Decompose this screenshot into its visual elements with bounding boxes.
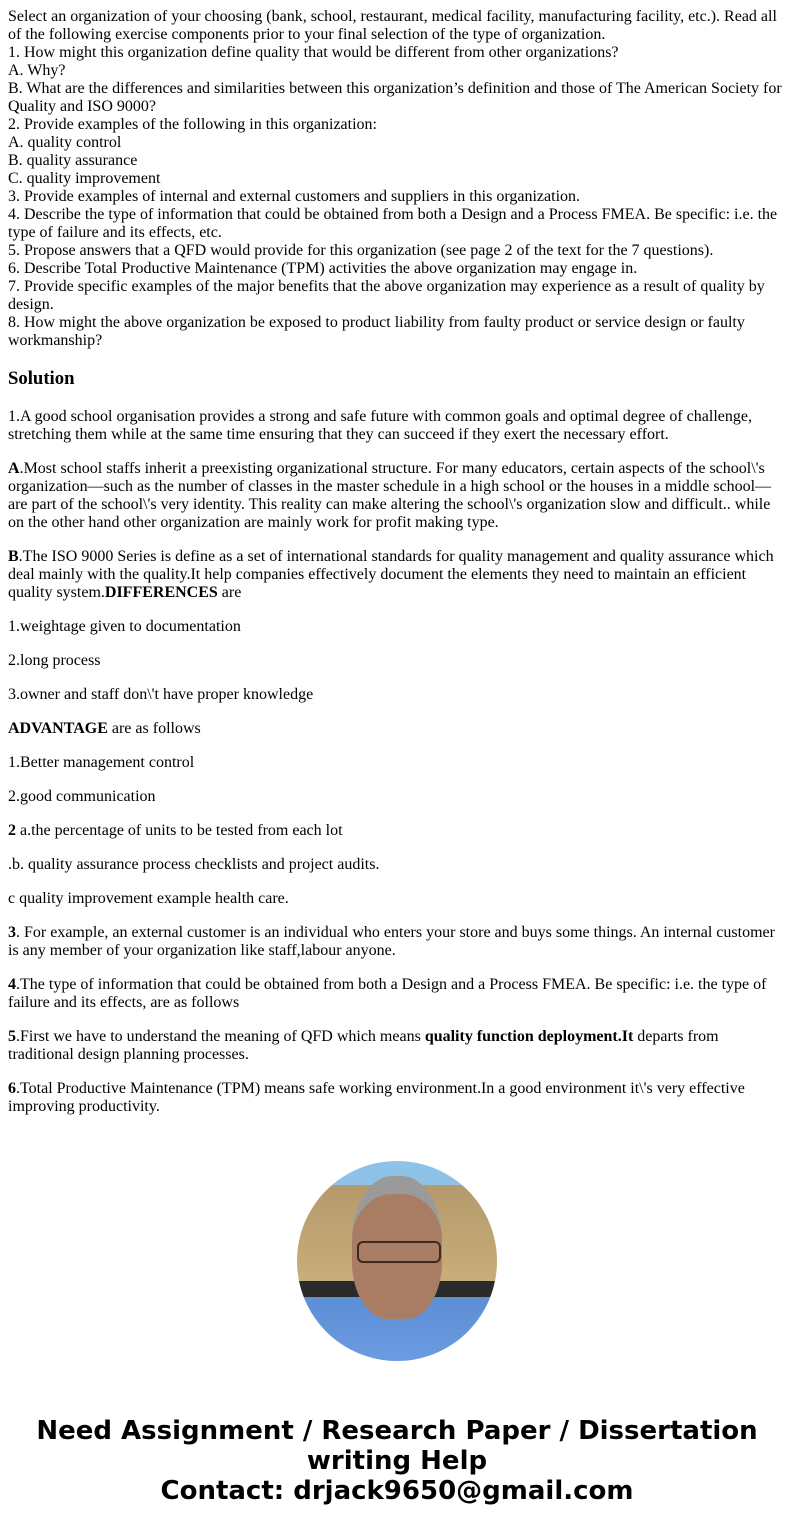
solution-paragraph [8, 1028, 786, 1064]
solution-paragraph [8, 754, 786, 772]
text-run: .The ISO 9000 Series is define as a set of international standards for quality management and quality assurance which deal mainly with the quality.It help companies effectively document the elements they need to maintain an efficient quality system. [8, 548, 774, 601]
text-run: a.the percentage of units to be tested from each lot [16, 822, 343, 839]
text-run: .First we have to understand the meaning of QFD which means [16, 1028, 425, 1045]
solution-paragraph [8, 686, 786, 704]
question-line: A. Why? [8, 62, 66, 79]
text-run: .The type of information that could be obtained from both a Design and a Process FMEA. Be specific: i.e. the type of failure and its effects, are as follows [8, 976, 767, 1011]
text-run: departs from traditional design planning processes. [8, 1028, 719, 1063]
bold-text: quality function deployment.It [424, 1028, 634, 1045]
bold-text: ADVANTAGE [8, 720, 108, 737]
solution-paragraph [8, 618, 786, 636]
bold-text: 2 [8, 822, 16, 839]
question-line: 3. Provide examples of internal and external customers and suppliers in this organization. [8, 188, 581, 205]
text-run: 1.weightage given to documentation [8, 618, 241, 635]
question-line: B. quality assurance [8, 152, 138, 169]
bold-text: 5 [8, 1028, 16, 1045]
question-line: 4. Describe the type of information that could be obtained from both a Design and a Process FMEA. Be specific: i.e. the type of failure and its effects, etc. [8, 206, 778, 241]
bold-text: A [8, 460, 20, 477]
solution-paragraph [8, 924, 786, 960]
question-line: 5. Propose answers that a QFD would provide for this organization (see page 2 of the text for the 7 questions). [8, 242, 714, 259]
question-line: B. What are the differences and similarities between this organization’s definition and those of The American Society for Quality and ISO 9000? [8, 80, 782, 115]
solution-body [8, 408, 786, 1116]
text-run: .b. quality assurance process checklists and project audits. [8, 856, 380, 873]
text-run: 2.good communication [8, 788, 156, 805]
solution-paragraph [8, 856, 786, 874]
solution-paragraph [8, 720, 786, 738]
text-run: are as follows [107, 720, 201, 737]
contact-banner [8, 1416, 786, 1506]
bold-text: B [8, 548, 19, 565]
glasses-shape [357, 1241, 441, 1263]
solution-paragraph [8, 548, 786, 602]
question-block [8, 8, 786, 350]
question-line: 2. Provide examples of the following in this organization: [8, 116, 377, 133]
text-run: .Total Productive Maintenance (TPM) means safe working environment.In a good environment it\'s very effective improving productivity. [8, 1080, 745, 1115]
text-run: 3.owner and staff don\'t have proper knowledge [8, 686, 314, 703]
question-line: 8. How might the above organization be exposed to product liability from faulty product or service design or faulty workmanship? [8, 314, 745, 349]
solution-paragraph [8, 976, 786, 1012]
question-line: C. quality improvement [8, 170, 161, 187]
author-photo [297, 1161, 497, 1361]
solution-paragraph [8, 890, 786, 908]
text-run: are [217, 584, 242, 601]
text-run: . For example, an external customer is an individual who enters your store and buys some things. An internal customer is any member of your organization like staff,labour anyone. [8, 924, 775, 959]
text-run: 1.Better management control [8, 754, 195, 771]
text-run: 2.long process [8, 652, 101, 669]
solution-paragraph [8, 822, 786, 840]
solution-paragraph [8, 788, 786, 806]
solution-paragraph [8, 1080, 786, 1116]
bold-text: 4 [8, 976, 16, 993]
author-photo-container [8, 1161, 786, 1366]
bold-text: 6 [8, 1080, 16, 1097]
question-line: 7. Provide specific examples of the major benefits that the above organization may experience as a result of quality by design. [8, 278, 765, 313]
solution-paragraph [8, 460, 786, 532]
text-run: 1.A good school organisation provides a strong and safe future with common goals and optimal degree of challenge, stretching them while at the same time ensuring that they can succeed if they exert the necessary effort. [8, 408, 752, 443]
text-run: .Most school staffs inherit a preexisting organizational structure. For many educators, certain aspects of the school\'s organization—such as the number of classes in the master schedule in a high school or the houses in a middle school—are part of the school\'s very identity. This reality can make altering the school\'s organization slow and difficult.. while on the other hand other organization are mainly work for profit making type. [8, 460, 772, 531]
bold-text: 3 [8, 924, 16, 941]
solution-paragraph [8, 408, 786, 444]
banner-headline: Need Assignment / Research Paper / Dissertation writing Help [36, 1416, 758, 1476]
solution-heading: Solution [8, 368, 75, 389]
question-line: A. quality control [8, 134, 122, 151]
solution-paragraph [8, 652, 786, 670]
question-line: 1. How might this organization define quality that would be different from other organizations? [8, 44, 619, 61]
banner-contact: Contact: drjack9650@gmail.com [160, 1476, 634, 1506]
question-line: 6. Describe Total Productive Maintenance (TPM) activities the above organization may engage in. [8, 260, 638, 277]
text-run: c quality improvement example health care. [8, 890, 289, 907]
question-line: Select an organization of your choosing (bank, school, restaurant, medical facility, manufacturing facility, etc.). Read all of the following exercise components prior to your final selection of the type of organization. [8, 8, 777, 43]
bold-text: DIFFERENCES [104, 584, 218, 601]
